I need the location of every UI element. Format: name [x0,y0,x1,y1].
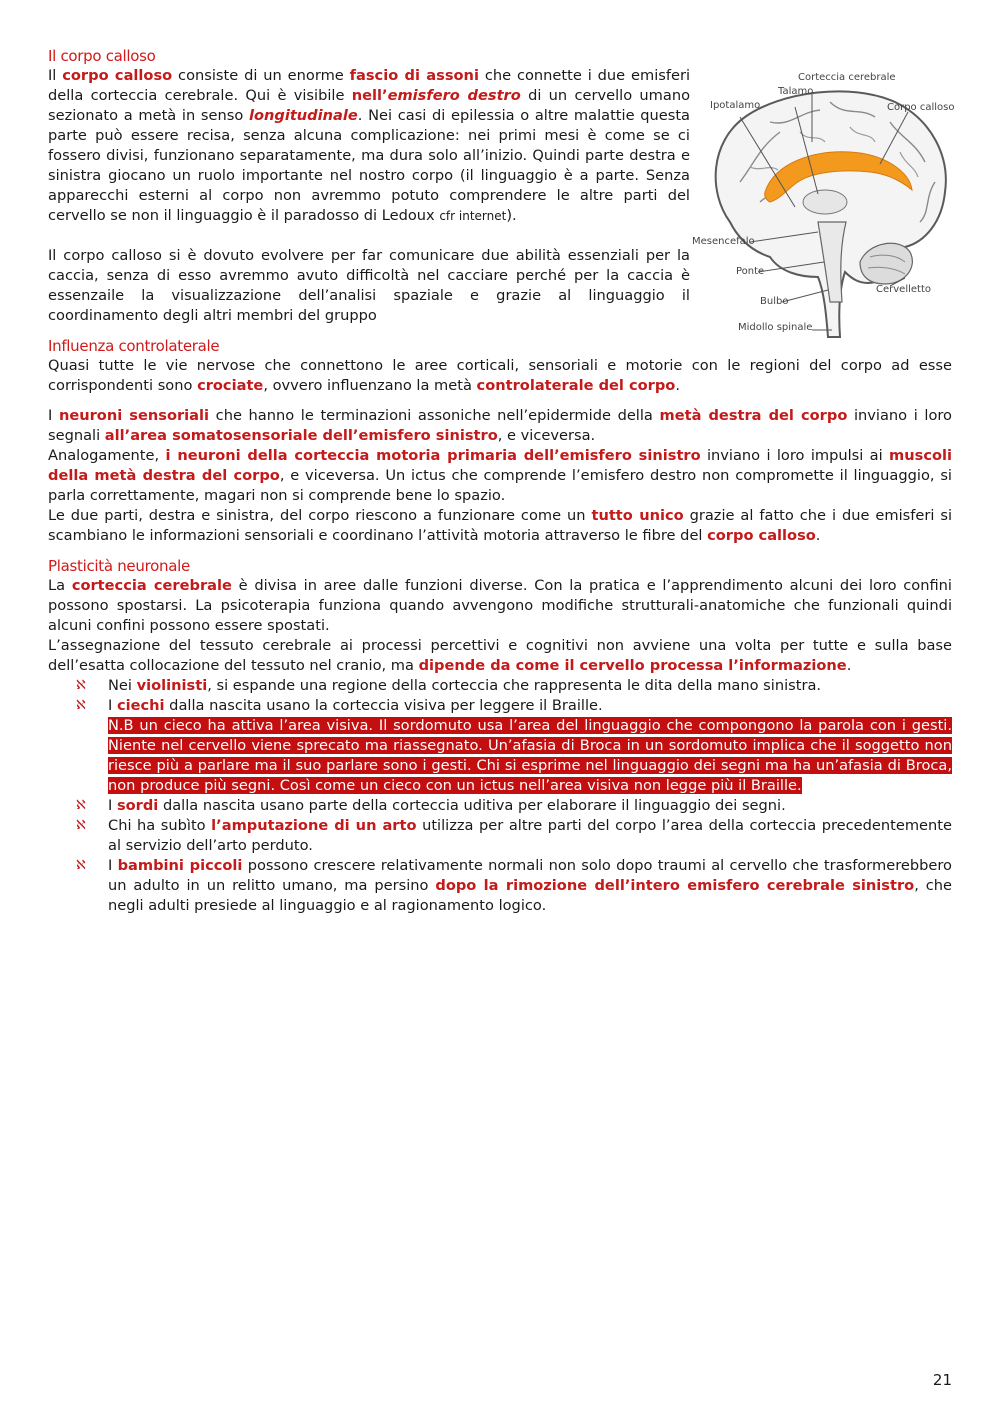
label-hypothalamus: Ipotalamo [710,100,761,111]
label-spinal-cord: Midollo spinale [738,322,813,333]
paragraph-plasticita-2: L’assegnazione del tessuto cerebrale ai processi percettivi e cognitivi non avviene una volta per tutte e sulla base dell’esatta collocazione del tessuto nel cranio, ma dipende da come il cervello processa l’informazione. [48,637,952,674]
bullet-icon: ℵ [76,858,86,873]
paragraph-controlaterale-1: Quasi tutte le vie nervose che connettono le aree corticali, sensoriali e motorie con le regioni del corpo ad esse corrispondenti sono crociate, ovvero influenzano la metà controlaterale del corpo. [48,357,952,394]
plasticity-examples-list [48,676,952,916]
list-item-bambini: ℵ I bambini piccoli possono crescere relativamente normali non solo dopo traumi al cervello che trasformerebbero un adulto in un relitto umano, ma persino dopo la rimozione dell’intero emisfero cerebrale sinistro, che negli adulti presiede al linguaggio e al ragionamento logico. [76,857,952,914]
bullet-icon: ℵ [76,798,86,813]
paragraph-controlaterale-2: I neuroni sensoriali che hanno le terminazioni assoniche nell’epidermide della metà destra del corpo inviano i loro segnali all’area somatosensoriale dell’emisfero sinistro, e viceversa. [48,407,952,444]
label-pons: Ponte [736,266,765,277]
paragraph-controlaterale-4: Le due parti, destra e sinistra, del corpo riescono a funzionare come un tutto unico grazie al fatto che i due emisferi si scambiano le informazioni sensoriali e coordinano l’attività motoria attraverso le fibre del corpo calloso. [48,507,952,544]
bullet-icon: ℵ [76,818,86,833]
label-cerebellum: Cervelletto [876,284,931,295]
brain-figure [692,72,956,344]
bullet-icon: ℵ [76,698,86,713]
list-item-violinisti: ℵ Nei violinisti, si espande una regione della corteccia che rappresenta le dita della mano sinistra. [76,677,822,694]
label-cortex: Corteccia cerebrale [798,72,896,83]
paragraph-controlaterale-3: Analogamente, i neuroni della corteccia motoria primaria dell’emisfero sinistro inviano i loro impulsi ai muscoli della metà destra del corpo, e viceversa. Un ictus che comprende l’emisfero destro non compromette il linguaggio, si parla correttamente, magari non si comprende bene lo spazio. [48,447,952,504]
label-corpus-callosum: Corpo calloso [887,102,955,113]
section-title-plasticita-neuronale: Plasticità neuronale [48,557,190,575]
bullet-icon: ℵ [76,678,86,693]
list-item-ciechi: ℵ I ciechi dalla nascita usano la corteccia visiva per leggere il Braille. N.B un cieco ha attiva l’area visiva. Il sordomuto usa l’area del linguaggio che compongono la parola con i gesti. Niente nel cervello viene sprecato ma riassegnato. Un’afasia di Broca in un sordomuto implica che il soggetto non riesce più a parlare ma il suo parlare sono i gesti. Chi si esprime nel linguaggio dei segni ma ha un’afasia di Broca, non produce più segni. Così come un cieco con un ictus nell’area visiva non legge più il Braille. [76,697,952,794]
paragraph-corpo-calloso-intro: Il corpo calloso consiste di un enorme fascio di assoni che connette i due emisferi della corteccia cerebrale. Qui è visibile nell’emisfero destro di un cervello umano sezionato a metà in senso longitudinale. Nei casi di epilessia o altre malattie questa parte può essere recisa, senza alcuna complicazione: nei primi mesi è come se ci fossero divisi, funzionano separatamente, ma dura solo all’inizio. Quindi parte destra e sinistra giocano un ruolo importante nel nostro corpo (il linguaggio è a parte. Senza apparecchi esterni al corpo non avremmo potuto comprendere le altre parti del cervello se non il linguaggio è il paradosso di Ledoux cfr internet). [48,67,691,224]
page-number: 21 [932,1371,952,1389]
list-item-sordi: ℵ I sordi dalla nascita usano parte della corteccia uditiva per elaborare il linguaggio dei segni. [76,797,786,814]
label-midbrain: Mesencefalo [692,236,755,247]
section-title-influenza-controlaterale: Influenza controlaterale [48,337,220,355]
label-bulb: Bulbo [760,296,789,307]
section-title-corpo-calloso: Il corpo calloso [48,47,156,65]
highlighted-note: N.B un cieco ha attiva l’area visiva. Il sordomuto usa l’area del linguaggio che compongono la parola con i gesti. Niente nel cervello viene sprecato ma riassegnato. Un’afasia di Broca in un sordomuto implica che il soggetto non riesce più a parlare ma il suo parlare sono i gesti. Chi si esprime nel linguaggio dei segni ma ha un’afasia di Broca, non produce più segni. Così come un cieco con un ictus nell’area visiva non legge più il Braille. [108,717,952,794]
label-thalamus: Talamo [778,86,814,97]
list-item-amputazione: ℵ Chi ha subìto l’amputazione di un arto utilizza per altre parti del corpo l’area della corteccia precedentemente al servizio dell’arto perduto. [76,817,952,854]
paragraph-corpo-calloso-evolution: Il corpo calloso si è dovuto evolvere per far comunicare due abilità essenziali per la caccia, senza di esso avremmo avuto difficoltà nel cacciare perché per la caccia è essenzaile la visualizzazione dell’analisi spaziale e grazie al linguaggio il coordinamento degli altri membri del gruppo [48,247,690,324]
paragraph-plasticita-1: La corteccia cerebrale è divisa in aree dalle funzioni diverse. Con la pratica e l’apprendimento alcuni dei loro confini possono spostarsi. La psicoterapia funziona quando avvengono modifiche strutturali-anatomiche che funzionali quindi alcuni confini possono essere spostati. [48,577,952,634]
page-content [48,46,955,916]
